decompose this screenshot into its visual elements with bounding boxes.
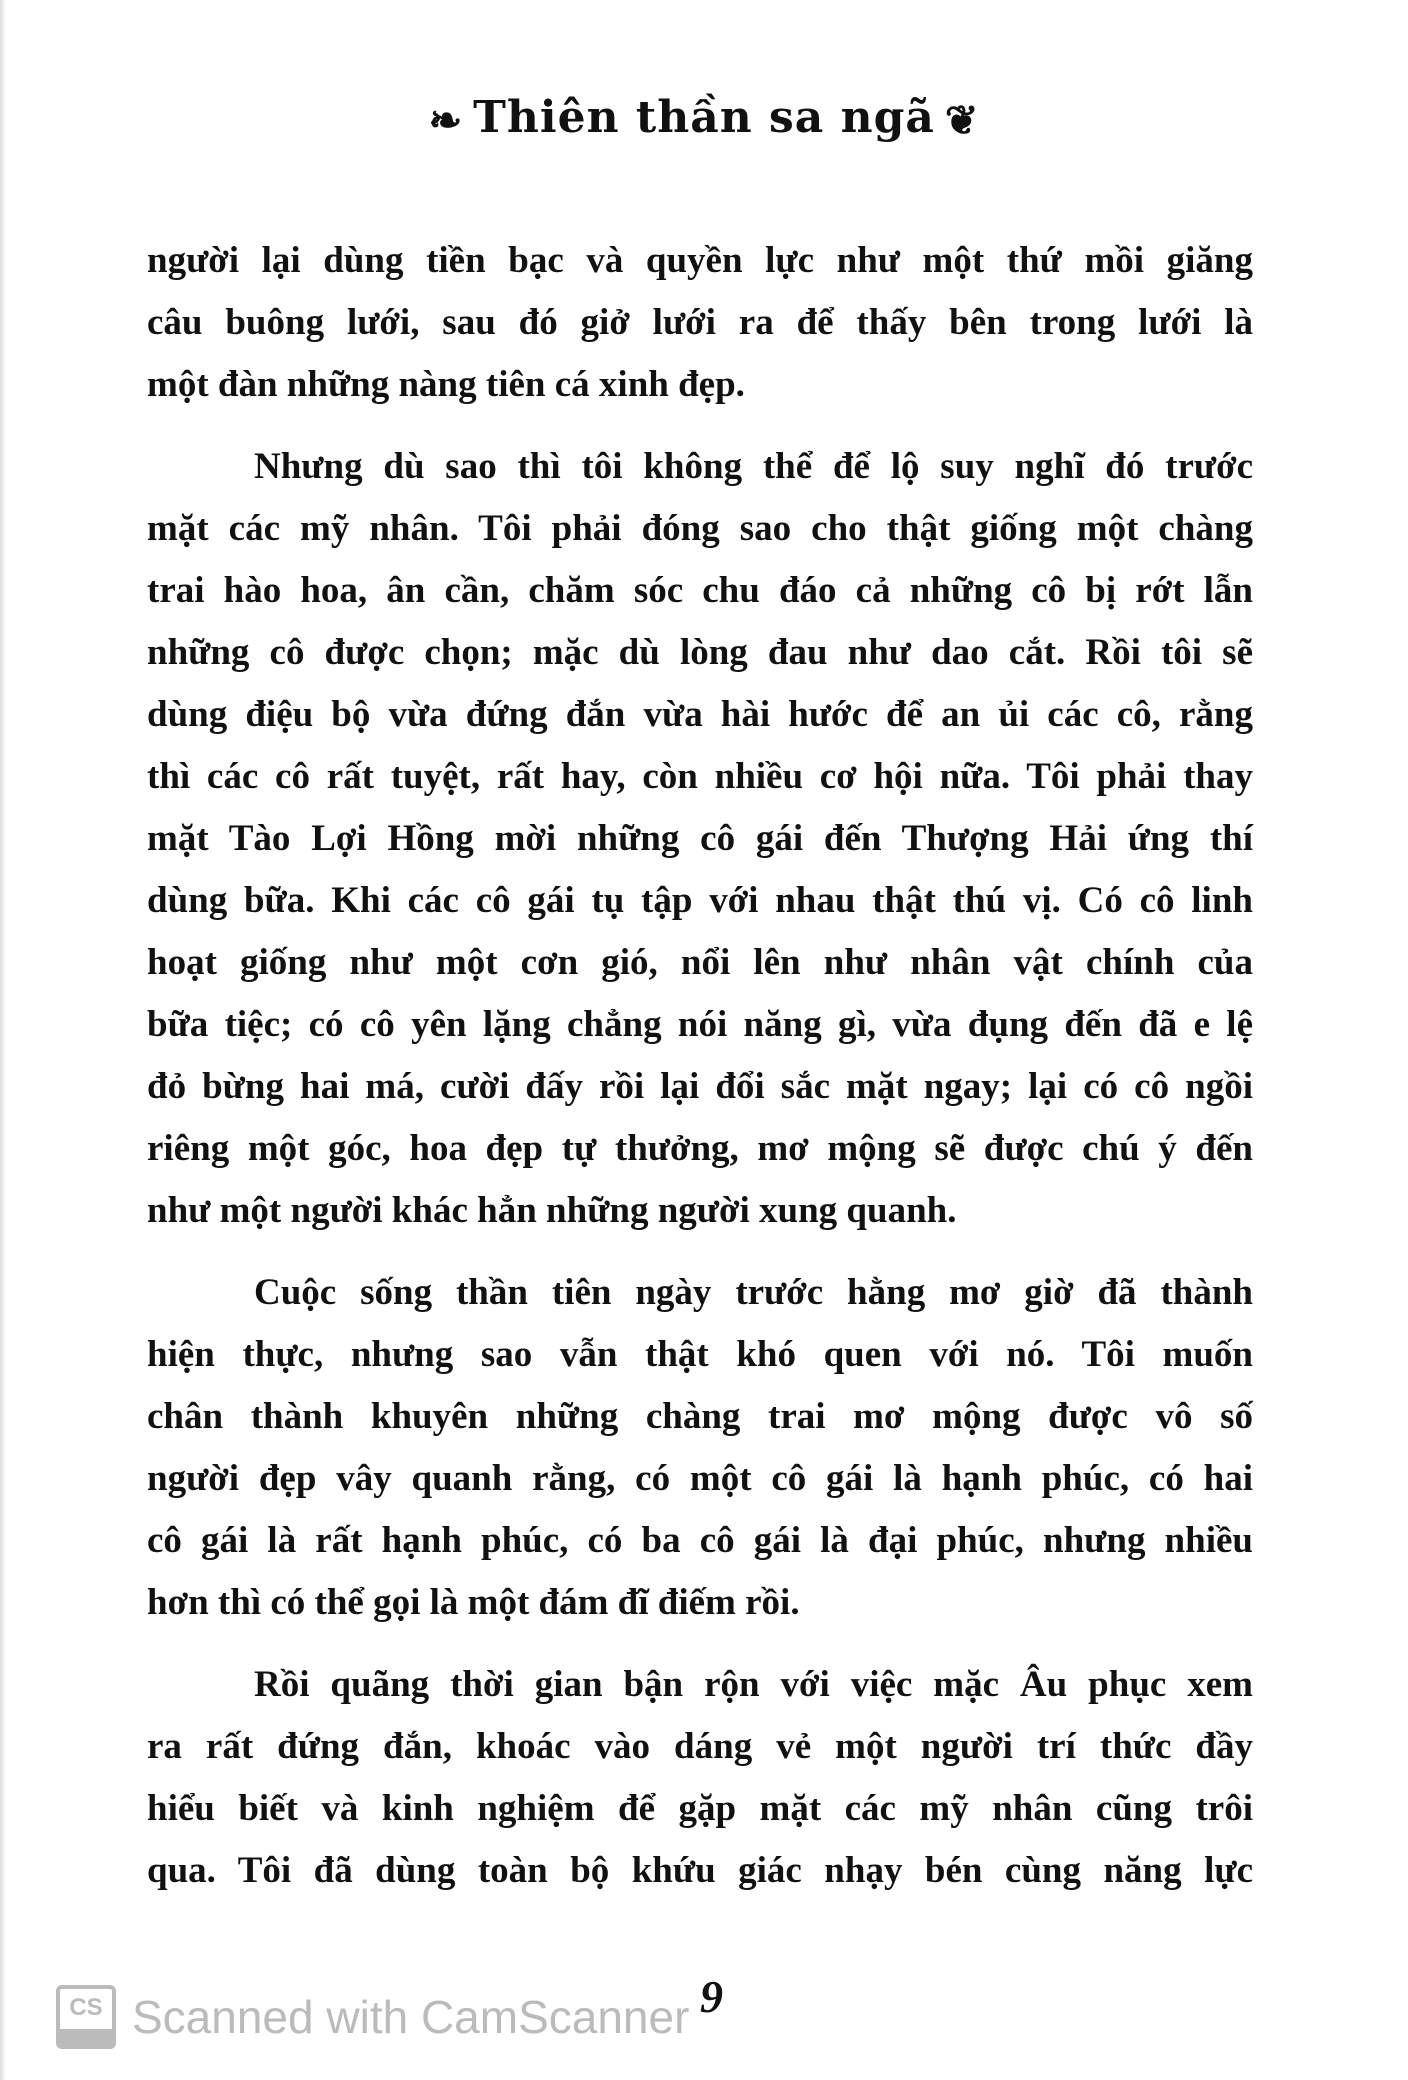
text-line: hiểu biết và kinh nghiệm để gặp mặt các mỹ nhân cũng trôi bbox=[147, 1788, 1253, 1829]
wing-left-icon: ❧ bbox=[428, 97, 464, 144]
text-line: bữa tiệc; có cô yên lặng chẳng nói năng gì, vừa đụng đến đã e lệ bbox=[147, 1004, 1253, 1045]
text-line: cô gái là rất hạnh phúc, có ba cô gái là đại phúc, nhưng nhiều bbox=[147, 1520, 1253, 1561]
text-line: hiện thực, nhưng sao vẫn thật khó quen với nó. Tôi muốn bbox=[147, 1334, 1253, 1375]
text-line: người đẹp vây quanh rằng, có một cô gái là hạnh phúc, có hai bbox=[147, 1458, 1253, 1499]
camscanner-watermark bbox=[56, 1985, 689, 2049]
text-line: chân thành khuyên những chàng trai mơ mộng được vô số bbox=[147, 1396, 1253, 1437]
text-line: mặt Tào Lợi Hồng mời những cô gái đến Thượng Hải ứng thí bbox=[147, 818, 1253, 859]
text-line: mặt các mỹ nhân. Tôi phải đóng sao cho thật giống một chàng bbox=[147, 508, 1253, 549]
running-header bbox=[0, 92, 1408, 144]
text-line: người lại dùng tiền bạc và quyền lực như một thứ mồi giăng bbox=[147, 240, 1253, 281]
watermark-text: Scanned with CamScanner bbox=[132, 1991, 690, 2043]
text-line: riêng một góc, hoa đẹp tự thưởng, mơ mộng sẽ được chú ý đến bbox=[147, 1128, 1253, 1169]
text-line: qua. Tôi đã dùng toàn bộ khứu giác nhạy bén cùng năng lực bbox=[147, 1850, 1253, 1891]
wing-right-icon: ❦ bbox=[944, 97, 980, 144]
text-line: Nhưng dù sao thì tôi không thể để lộ suy nghĩ đó trước bbox=[254, 446, 1253, 487]
text-line: đỏ bừng hai má, cười đấy rồi lại đổi sắc mặt ngay; lại có cô ngồi bbox=[147, 1066, 1253, 1107]
text-line: dùng điệu bộ vừa đứng đắn vừa hài hước để an ủi các cô, rằng bbox=[147, 694, 1253, 735]
logo-text: CS bbox=[69, 1994, 103, 2021]
text-line: một đàn những nàng tiên cá xinh đẹp. bbox=[147, 364, 745, 405]
text-line: hơn thì có thể gọi là một đám đĩ điếm rồi. bbox=[147, 1582, 800, 1623]
page-number: 9 bbox=[700, 1971, 723, 2022]
text-line: Cuộc sống thần tiên ngày trước hằng mơ giờ đã thành bbox=[254, 1272, 1253, 1313]
text-line: như một người khác hẳn những người xung quanh. bbox=[147, 1190, 957, 1231]
text-line: hoạt giống như một cơn gió, nổi lên như nhân vật chính của bbox=[147, 942, 1253, 983]
text-line: trai hào hoa, ân cần, chăm sóc chu đáo cả những cô bị rớt lẫn bbox=[147, 570, 1253, 611]
text-line: thì các cô rất tuyệt, rất hay, còn nhiều cơ hội nữa. Tôi phải thay bbox=[147, 756, 1253, 797]
page-edge-shadow bbox=[0, 0, 6, 2080]
text-line: những cô được chọn; mặc dù lòng đau như dao cắt. Rồi tôi sẽ bbox=[147, 632, 1253, 673]
text-line: Rồi quãng thời gian bận rộn với việc mặc Âu phục xem bbox=[254, 1664, 1253, 1705]
text-line: ra rất đứng đắn, khoác vào dáng vẻ một người trí thức đầy bbox=[147, 1726, 1253, 1767]
text-line: câu buông lưới, sau đó giở lưới ra để thấy bên trong lưới là bbox=[147, 302, 1253, 343]
book-title: Thiên thần sa ngã bbox=[473, 92, 935, 143]
text-line: dùng bữa. Khi các cô gái tụ tập với nhau thật thú vị. Có cô linh bbox=[147, 880, 1253, 921]
camscanner-logo-icon bbox=[56, 1985, 116, 2049]
